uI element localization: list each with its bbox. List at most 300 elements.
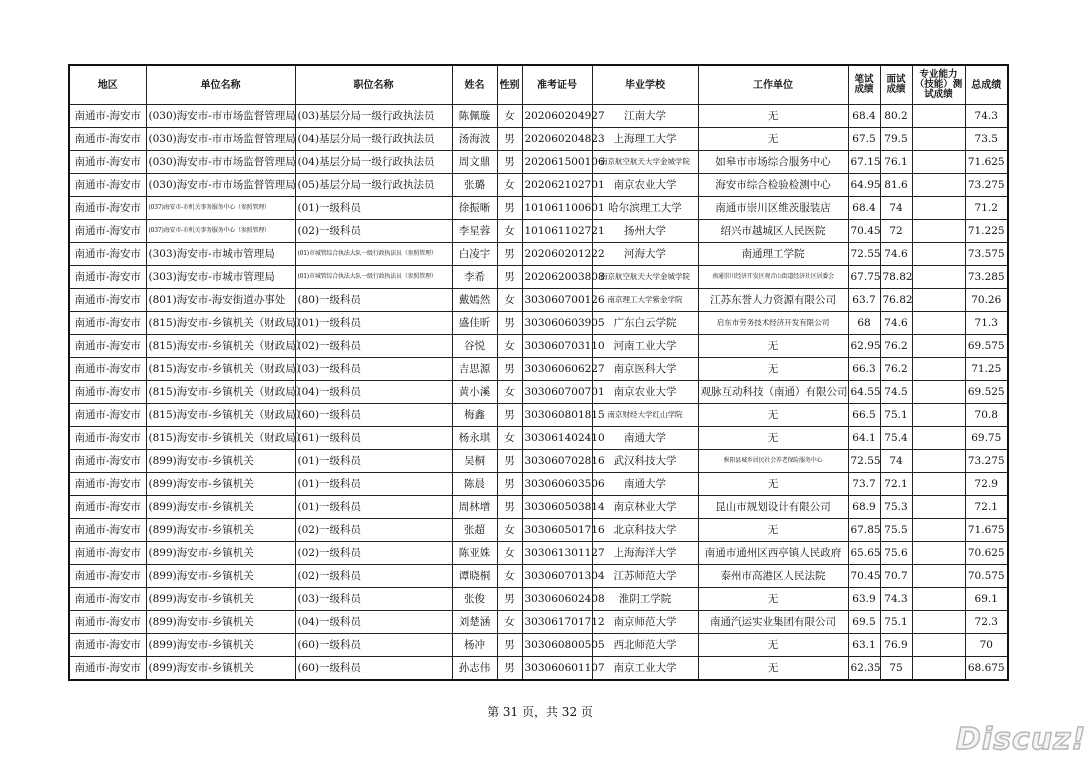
cell-interview-score: 74.6 bbox=[880, 243, 912, 266]
cell-region: 南通市-海安市 bbox=[69, 542, 146, 565]
cell-school: 北京科技大学 bbox=[592, 519, 698, 542]
cell-position: (01)一级科员 bbox=[295, 496, 452, 519]
cell-region: 南通市-海安市 bbox=[69, 197, 146, 220]
cell-exam-id: 202060204823 bbox=[522, 128, 592, 151]
cell-total-score: 73.575 bbox=[965, 243, 1008, 266]
cell-name: 戴嫣然 bbox=[452, 289, 497, 312]
cell-gender: 女 bbox=[497, 611, 522, 634]
cell-exam-id: 202062003808 bbox=[522, 266, 592, 289]
cell-region: 南通市-海安市 bbox=[69, 243, 146, 266]
cell-skill-score bbox=[912, 174, 965, 197]
cell-skill-score bbox=[912, 105, 965, 128]
cell-exam-id: 303060601107 bbox=[522, 657, 592, 681]
cell-position: (80)一级科员 bbox=[295, 289, 452, 312]
results-table bbox=[68, 64, 1009, 681]
cell-employer: 无 bbox=[698, 105, 848, 128]
cell-skill-score bbox=[912, 358, 965, 381]
cell-total-score: 69.525 bbox=[965, 381, 1008, 404]
cell-region: 南通市-海安市 bbox=[69, 496, 146, 519]
cell-employer: 南通市崇川区维茨服装店 bbox=[698, 197, 848, 220]
cell-total-score: 71.625 bbox=[965, 151, 1008, 174]
cell-interview-score: 75.5 bbox=[880, 519, 912, 542]
cell-exam-id: 202061500106 bbox=[522, 151, 592, 174]
cell-region: 南通市-海安市 bbox=[69, 404, 146, 427]
cell-total-score: 70.575 bbox=[965, 565, 1008, 588]
cell-region: 南通市-海安市 bbox=[69, 611, 146, 634]
cell-written-score: 69.5 bbox=[848, 611, 880, 634]
cell-written-score: 66.3 bbox=[848, 358, 880, 381]
cell-position: (02)一级科员 bbox=[295, 565, 452, 588]
cell-school: 南京师范大学 bbox=[592, 611, 698, 634]
cell-skill-score bbox=[912, 565, 965, 588]
cell-name: 陈佩璇 bbox=[452, 105, 497, 128]
cell-school: 河南工业大学 bbox=[592, 335, 698, 358]
cell-unit: (801)海安市-海安街道办事处 bbox=[146, 289, 295, 312]
table-row bbox=[69, 128, 1008, 151]
cell-interview-score: 72 bbox=[880, 220, 912, 243]
header-school: 毕业学校 bbox=[592, 65, 698, 105]
cell-gender: 女 bbox=[497, 565, 522, 588]
cell-exam-id: 303060700126 bbox=[522, 289, 592, 312]
cell-exam-id: 303060700701 bbox=[522, 381, 592, 404]
header-skill-score: 专业能力（技能）测试成绩 bbox=[912, 65, 965, 105]
cell-school: 南通大学 bbox=[592, 427, 698, 450]
table-row bbox=[69, 404, 1008, 427]
cell-name: 杨冲 bbox=[452, 634, 497, 657]
cell-skill-score bbox=[912, 496, 965, 519]
cell-unit: (037)海安市-市机关事务服务中心（参照管理） bbox=[146, 220, 295, 243]
cell-name: 周文鼎 bbox=[452, 151, 497, 174]
cell-interview-score: 74.3 bbox=[880, 588, 912, 611]
cell-exam-id: 303060703110 bbox=[522, 335, 592, 358]
cell-written-score: 73.7 bbox=[848, 473, 880, 496]
cell-total-score: 72.1 bbox=[965, 496, 1008, 519]
cell-written-score: 64.95 bbox=[848, 174, 880, 197]
cell-school: 南京工业大学 bbox=[592, 657, 698, 681]
watermark-logo: Discuz! bbox=[956, 722, 1086, 757]
cell-interview-score: 72.1 bbox=[880, 473, 912, 496]
cell-position: (01)一级科员 bbox=[295, 450, 452, 473]
cell-school: 广东白云学院 bbox=[592, 312, 698, 335]
cell-gender: 男 bbox=[497, 151, 522, 174]
cell-exam-id: 303061402410 bbox=[522, 427, 592, 450]
cell-interview-score: 74 bbox=[880, 450, 912, 473]
cell-employer: 南通汽运实业集团有限公司 bbox=[698, 611, 848, 634]
cell-employer: 南通理工学院 bbox=[698, 243, 848, 266]
cell-position: (61)一级科员 bbox=[295, 427, 452, 450]
cell-name: 徐振晰 bbox=[452, 197, 497, 220]
cell-total-score: 70 bbox=[965, 634, 1008, 657]
cell-total-score: 73.275 bbox=[965, 450, 1008, 473]
cell-exam-id: 303061301127 bbox=[522, 542, 592, 565]
cell-region: 南通市-海安市 bbox=[69, 335, 146, 358]
table-row bbox=[69, 519, 1008, 542]
cell-school: 上海海洋大学 bbox=[592, 542, 698, 565]
cell-position: (03)一级科员 bbox=[295, 358, 452, 381]
cell-region: 南通市-海安市 bbox=[69, 634, 146, 657]
cell-school: 江苏师范大学 bbox=[592, 565, 698, 588]
table-row bbox=[69, 197, 1008, 220]
header-unit: 单位名称 bbox=[146, 65, 295, 105]
cell-region: 南通市-海安市 bbox=[69, 151, 146, 174]
cell-employer: 无 bbox=[698, 657, 848, 681]
cell-unit: (815)海安市-乡镇机关（财政局） bbox=[146, 358, 295, 381]
cell-unit: (899)海安市-乡镇机关 bbox=[146, 588, 295, 611]
cell-written-score: 63.1 bbox=[848, 634, 880, 657]
header-row bbox=[69, 65, 1008, 105]
cell-school: 南通大学 bbox=[592, 473, 698, 496]
cell-gender: 男 bbox=[497, 243, 522, 266]
table-row bbox=[69, 358, 1008, 381]
cell-exam-id: 202062102701 bbox=[522, 174, 592, 197]
cell-position: (03)一级科员 bbox=[295, 588, 452, 611]
cell-name: 周林增 bbox=[452, 496, 497, 519]
cell-school: 南京财经大学红山学院 bbox=[592, 404, 698, 427]
cell-gender: 男 bbox=[497, 657, 522, 681]
cell-position: (03)基层分局一级行政执法员 bbox=[295, 105, 452, 128]
table-header bbox=[69, 65, 1008, 105]
cell-unit: (899)海安市-乡镇机关 bbox=[146, 496, 295, 519]
cell-school: 南京医科大学 bbox=[592, 358, 698, 381]
cell-interview-score: 75.3 bbox=[880, 496, 912, 519]
cell-gender: 男 bbox=[497, 496, 522, 519]
table-row bbox=[69, 174, 1008, 197]
cell-region: 南通市-海安市 bbox=[69, 358, 146, 381]
cell-name: 吴桐 bbox=[452, 450, 497, 473]
cell-name: 陈亚姝 bbox=[452, 542, 497, 565]
cell-gender: 男 bbox=[497, 450, 522, 473]
cell-name: 张俊 bbox=[452, 588, 497, 611]
table-row bbox=[69, 151, 1008, 174]
cell-gender: 男 bbox=[497, 588, 522, 611]
cell-interview-score: 76.2 bbox=[880, 335, 912, 358]
cell-region: 南通市-海安市 bbox=[69, 588, 146, 611]
cell-exam-id: 303060501716 bbox=[522, 519, 592, 542]
cell-school: 武汉科技大学 bbox=[592, 450, 698, 473]
cell-interview-score: 76.82 bbox=[880, 289, 912, 312]
cell-unit: (815)海安市-乡镇机关（财政局） bbox=[146, 427, 295, 450]
cell-name: 刘楚涵 bbox=[452, 611, 497, 634]
cell-employer: 无 bbox=[698, 473, 848, 496]
cell-interview-score: 70.7 bbox=[880, 565, 912, 588]
cell-gender: 女 bbox=[497, 519, 522, 542]
cell-interview-score: 75.1 bbox=[880, 611, 912, 634]
cell-unit: (815)海安市-乡镇机关（财政局） bbox=[146, 335, 295, 358]
cell-employer: 绍兴市越城区人民医院 bbox=[698, 220, 848, 243]
cell-exam-id: 101061100601 bbox=[522, 197, 592, 220]
cell-total-score: 73.285 bbox=[965, 266, 1008, 289]
cell-unit: (899)海安市-乡镇机关 bbox=[146, 634, 295, 657]
cell-school: 西北师范大学 bbox=[592, 634, 698, 657]
header-written-score: 笔试成绩 bbox=[848, 65, 880, 105]
cell-position: (02)一级科员 bbox=[295, 542, 452, 565]
cell-employer: 泰州市高港区人民法院 bbox=[698, 565, 848, 588]
cell-name: 吉思源 bbox=[452, 358, 497, 381]
cell-position: (60)一级科员 bbox=[295, 634, 452, 657]
cell-interview-score: 76.1 bbox=[880, 151, 912, 174]
table-row bbox=[69, 243, 1008, 266]
cell-name: 汤海波 bbox=[452, 128, 497, 151]
cell-written-score: 68.4 bbox=[848, 105, 880, 128]
cell-total-score: 70.8 bbox=[965, 404, 1008, 427]
cell-region: 南通市-海安市 bbox=[69, 427, 146, 450]
cell-employer: 江苏东誉人力资源有限公司 bbox=[698, 289, 848, 312]
cell-position: (04)一级科员 bbox=[295, 381, 452, 404]
cell-position: (02)一级科员 bbox=[295, 519, 452, 542]
cell-position: (01)市城管综合执法大队一级行政执法员（参照管理） bbox=[295, 243, 452, 266]
table-row bbox=[69, 611, 1008, 634]
cell-name: 谷悦 bbox=[452, 335, 497, 358]
table-row bbox=[69, 381, 1008, 404]
cell-skill-score bbox=[912, 634, 965, 657]
cell-gender: 男 bbox=[497, 473, 522, 496]
cell-region: 南通市-海安市 bbox=[69, 289, 146, 312]
cell-region: 南通市-海安市 bbox=[69, 565, 146, 588]
cell-total-score: 72.9 bbox=[965, 473, 1008, 496]
cell-total-score: 71.675 bbox=[965, 519, 1008, 542]
cell-skill-score bbox=[912, 657, 965, 681]
table-row bbox=[69, 427, 1008, 450]
cell-interview-score: 74.6 bbox=[880, 312, 912, 335]
cell-position: (01)市城管综合执法大队一级行政执法员（参照管理） bbox=[295, 266, 452, 289]
cell-school: 扬州大学 bbox=[592, 220, 698, 243]
cell-written-score: 67.15 bbox=[848, 151, 880, 174]
cell-skill-score bbox=[912, 220, 965, 243]
cell-interview-score: 76.9 bbox=[880, 634, 912, 657]
cell-skill-score bbox=[912, 611, 965, 634]
table-row bbox=[69, 657, 1008, 681]
cell-gender: 女 bbox=[497, 220, 522, 243]
header-position: 职位名称 bbox=[295, 65, 452, 105]
cell-school: 南京农业大学 bbox=[592, 174, 698, 197]
cell-gender: 男 bbox=[497, 404, 522, 427]
cell-exam-id: 303060602408 bbox=[522, 588, 592, 611]
header-region: 地区 bbox=[69, 65, 146, 105]
cell-employer: 无 bbox=[698, 335, 848, 358]
cell-total-score: 70.625 bbox=[965, 542, 1008, 565]
cell-employer: 无 bbox=[698, 128, 848, 151]
cell-position: (01)一级科员 bbox=[295, 473, 452, 496]
cell-school: 南京理工大学紫金学院 bbox=[592, 289, 698, 312]
cell-exam-id: 101061102721 bbox=[522, 220, 592, 243]
cell-written-score: 63.9 bbox=[848, 588, 880, 611]
cell-exam-id: 202060201222 bbox=[522, 243, 592, 266]
cell-employer: 观脉互动科技（南通）有限公司 bbox=[698, 381, 848, 404]
cell-total-score: 69.75 bbox=[965, 427, 1008, 450]
cell-skill-score bbox=[912, 243, 965, 266]
cell-interview-score: 74 bbox=[880, 197, 912, 220]
cell-total-score: 73.5 bbox=[965, 128, 1008, 151]
cell-school: 淮阴工学院 bbox=[592, 588, 698, 611]
cell-total-score: 71.25 bbox=[965, 358, 1008, 381]
cell-region: 南通市-海安市 bbox=[69, 312, 146, 335]
cell-position: (02)一级科员 bbox=[295, 335, 452, 358]
cell-unit: (030)海安市-市市场监督管理局 bbox=[146, 128, 295, 151]
cell-school: 哈尔滨理工大学 bbox=[592, 197, 698, 220]
cell-written-score: 65.65 bbox=[848, 542, 880, 565]
cell-exam-id: 303060606227 bbox=[522, 358, 592, 381]
cell-total-score: 73.275 bbox=[965, 174, 1008, 197]
cell-exam-id: 202060204927 bbox=[522, 105, 592, 128]
cell-gender: 男 bbox=[497, 358, 522, 381]
table-row bbox=[69, 565, 1008, 588]
cell-gender: 女 bbox=[497, 427, 522, 450]
cell-written-score: 68 bbox=[848, 312, 880, 335]
cell-employer: 无 bbox=[698, 427, 848, 450]
cell-unit: (899)海安市-乡镇机关 bbox=[146, 611, 295, 634]
cell-school: 上海理工大学 bbox=[592, 128, 698, 151]
cell-written-score: 67.75 bbox=[848, 266, 880, 289]
cell-written-score: 72.55 bbox=[848, 243, 880, 266]
cell-gender: 女 bbox=[497, 289, 522, 312]
cell-skill-score bbox=[912, 197, 965, 220]
cell-region: 南通市-海安市 bbox=[69, 174, 146, 197]
cell-name: 白凌宇 bbox=[452, 243, 497, 266]
cell-unit: (815)海安市-乡镇机关（财政局） bbox=[146, 312, 295, 335]
cell-name: 梅鑫 bbox=[452, 404, 497, 427]
cell-interview-score: 79.5 bbox=[880, 128, 912, 151]
table-row bbox=[69, 105, 1008, 128]
cell-written-score: 67.5 bbox=[848, 128, 880, 151]
cell-region: 南通市-海安市 bbox=[69, 473, 146, 496]
header-exam-id: 准考证号 bbox=[522, 65, 592, 105]
cell-position: (02)一级科员 bbox=[295, 220, 452, 243]
cell-written-score: 70.45 bbox=[848, 565, 880, 588]
cell-employer: 无 bbox=[698, 634, 848, 657]
cell-school: 南京航空航天大学金城学院 bbox=[592, 266, 698, 289]
header-employer: 工作单位 bbox=[698, 65, 848, 105]
cell-unit: (899)海安市-乡镇机关 bbox=[146, 519, 295, 542]
header-total-score: 总成绩 bbox=[965, 65, 1008, 105]
cell-written-score: 63.7 bbox=[848, 289, 880, 312]
cell-employer: 枞阳县城乡居民社会养老保险服务中心 bbox=[698, 450, 848, 473]
cell-name: 李希 bbox=[452, 266, 497, 289]
cell-school: 江南大学 bbox=[592, 105, 698, 128]
cell-name: 张璐 bbox=[452, 174, 497, 197]
cell-gender: 女 bbox=[497, 335, 522, 358]
cell-total-score: 74.3 bbox=[965, 105, 1008, 128]
cell-interview-score: 75 bbox=[880, 657, 912, 681]
cell-name: 黄小溪 bbox=[452, 381, 497, 404]
cell-skill-score bbox=[912, 312, 965, 335]
cell-skill-score bbox=[912, 381, 965, 404]
cell-total-score: 71.225 bbox=[965, 220, 1008, 243]
cell-interview-score: 75.6 bbox=[880, 542, 912, 565]
cell-skill-score bbox=[912, 450, 965, 473]
table-row bbox=[69, 588, 1008, 611]
cell-unit: (815)海安市-乡镇机关（财政局） bbox=[146, 404, 295, 427]
cell-total-score: 69.575 bbox=[965, 335, 1008, 358]
cell-skill-score bbox=[912, 588, 965, 611]
cell-unit: (899)海安市-乡镇机关 bbox=[146, 473, 295, 496]
table-row bbox=[69, 312, 1008, 335]
cell-interview-score: 78.82 bbox=[880, 266, 912, 289]
page-footer: 第 31 页，共 32 页 bbox=[487, 705, 593, 719]
cell-employer: 无 bbox=[698, 588, 848, 611]
cell-region: 南通市-海安市 bbox=[69, 128, 146, 151]
cell-skill-score bbox=[912, 519, 965, 542]
table-row bbox=[69, 496, 1008, 519]
cell-skill-score bbox=[912, 266, 965, 289]
table-row bbox=[69, 634, 1008, 657]
table-row bbox=[69, 450, 1008, 473]
cell-position: (01)一级科员 bbox=[295, 312, 452, 335]
cell-interview-score: 81.6 bbox=[880, 174, 912, 197]
header-name: 姓名 bbox=[452, 65, 497, 105]
cell-skill-score bbox=[912, 335, 965, 358]
cell-total-score: 72.3 bbox=[965, 611, 1008, 634]
cell-exam-id: 303060701304 bbox=[522, 565, 592, 588]
cell-position: (04)一级科员 bbox=[295, 611, 452, 634]
cell-employer: 海安市综合检验检测中心 bbox=[698, 174, 848, 197]
table-row bbox=[69, 266, 1008, 289]
cell-school: 河海大学 bbox=[592, 243, 698, 266]
cell-unit: (303)海安市-市城市管理局 bbox=[146, 266, 295, 289]
cell-written-score: 62.95 bbox=[848, 335, 880, 358]
table-row bbox=[69, 289, 1008, 312]
cell-unit: (815)海安市-乡镇机关（财政局） bbox=[146, 381, 295, 404]
cell-exam-id: 303060702816 bbox=[522, 450, 592, 473]
cell-written-score: 64.1 bbox=[848, 427, 880, 450]
cell-unit: (899)海安市-乡镇机关 bbox=[146, 565, 295, 588]
cell-gender: 男 bbox=[497, 312, 522, 335]
cell-total-score: 70.26 bbox=[965, 289, 1008, 312]
cell-written-score: 67.85 bbox=[848, 519, 880, 542]
cell-interview-score: 74.5 bbox=[880, 381, 912, 404]
cell-total-score: 68.675 bbox=[965, 657, 1008, 681]
cell-unit: (030)海安市-市市场监督管理局 bbox=[146, 151, 295, 174]
table-body bbox=[69, 105, 1008, 681]
cell-employer: 昆山市规划设计有限公司 bbox=[698, 496, 848, 519]
cell-name: 陈晨 bbox=[452, 473, 497, 496]
cell-employer: 南通市通州区西亭镇人民政府 bbox=[698, 542, 848, 565]
header-interview-score: 面试成绩 bbox=[880, 65, 912, 105]
cell-unit: (030)海安市-市市场监督管理局 bbox=[146, 105, 295, 128]
cell-exam-id: 303061701712 bbox=[522, 611, 592, 634]
cell-position: (04)基层分局一级行政执法员 bbox=[295, 151, 452, 174]
cell-unit: (303)海安市-市城市管理局 bbox=[146, 243, 295, 266]
cell-skill-score bbox=[912, 542, 965, 565]
table-row bbox=[69, 473, 1008, 496]
cell-region: 南通市-海安市 bbox=[69, 519, 146, 542]
cell-total-score: 69.1 bbox=[965, 588, 1008, 611]
table-row bbox=[69, 542, 1008, 565]
cell-exam-id: 303060603905 bbox=[522, 312, 592, 335]
cell-gender: 男 bbox=[497, 128, 522, 151]
cell-written-score: 66.5 bbox=[848, 404, 880, 427]
cell-region: 南通市-海安市 bbox=[69, 657, 146, 681]
cell-unit: (899)海安市-乡镇机关 bbox=[146, 657, 295, 681]
cell-written-score: 64.55 bbox=[848, 381, 880, 404]
cell-exam-id: 303060801815 bbox=[522, 404, 592, 427]
cell-region: 南通市-海安市 bbox=[69, 450, 146, 473]
cell-written-score: 68.4 bbox=[848, 197, 880, 220]
cell-gender: 男 bbox=[497, 197, 522, 220]
cell-interview-score: 80.2 bbox=[880, 105, 912, 128]
cell-position: (01)一级科员 bbox=[295, 197, 452, 220]
cell-gender: 女 bbox=[497, 542, 522, 565]
cell-exam-id: 303060603506 bbox=[522, 473, 592, 496]
cell-written-score: 62.35 bbox=[848, 657, 880, 681]
cell-interview-score: 75.4 bbox=[880, 427, 912, 450]
cell-skill-score bbox=[912, 404, 965, 427]
cell-interview-score: 75.1 bbox=[880, 404, 912, 427]
cell-school: 南京农业大学 bbox=[592, 381, 698, 404]
cell-school: 南京航空航天大学金城学院 bbox=[592, 151, 698, 174]
cell-unit: (037)海安市-市机关事务服务中心（参照管理） bbox=[146, 197, 295, 220]
cell-skill-score bbox=[912, 427, 965, 450]
cell-skill-score bbox=[912, 473, 965, 496]
